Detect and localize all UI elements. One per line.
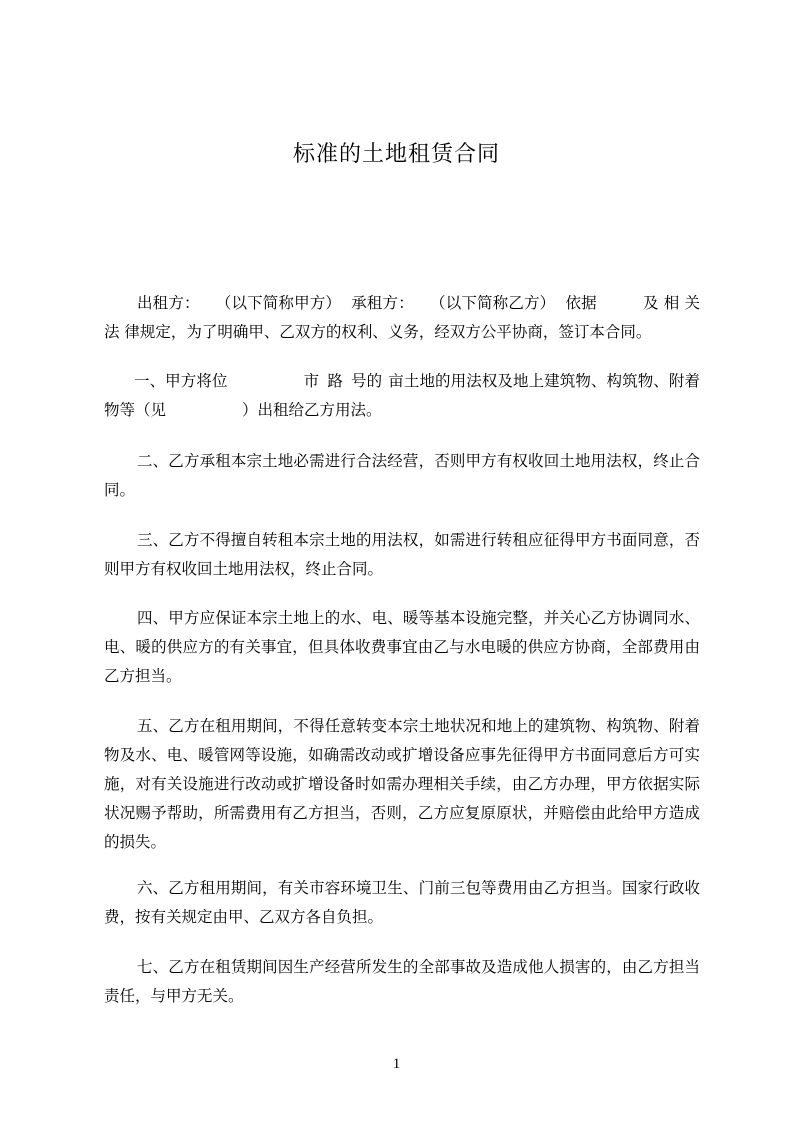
document-title: 标准的土地租赁合同	[292, 142, 500, 167]
lessee-alias: （以下简称乙方）	[429, 294, 556, 312]
clause-7: 七、乙方在租赁期间因生产经营所发生的全部事故及造成他人损害的，由乙方担当责任，与甲方无关。	[104, 958, 700, 1005]
clause-1	[104, 367, 700, 425]
clause-1-road: 路	[327, 372, 343, 390]
clause-5: 五、乙方在租用期间，不得任意转变本宗土地状况和地上的建筑物、构筑物、附着物及水、电、暖管网等设施，如确需改动或扩增设备应事先征得甲方书面同意后方可实施，对有关设施进行改动或扩增设备时如需办理相关手续，由乙方办理，甲方依据实际状况赐予帮助，所需费用有乙方担当，否则，乙方应复原原状，并赔偿由此给甲方造成的损失。	[104, 717, 700, 851]
intro-paragraph	[104, 289, 700, 347]
clause-2: 二、乙方承租本宗土地必需进行合法经营，否则甲方有权收回土地用法权，终止合同。	[104, 452, 700, 499]
lessor-label: 出租方：	[137, 294, 200, 312]
lessor-alias: （以下简称甲方）	[215, 294, 342, 312]
clause-4: 四、甲方应保证本宗土地上的水、电、暖等基本设施完整，并关心乙方协调同水、电、暖的供应方的有关事宜，但具体收费事宜由乙与水电暖的供应方协商，全部费用由乙方担当。	[104, 609, 700, 685]
page-number: 1	[392, 1056, 401, 1072]
basis-prefix: 依据	[565, 294, 597, 312]
clause-3: 三、乙方不得擅自转租本宗土地的用法权，如需进行转租应征得甲方书面同意，否则甲方有权收回土地用法权，终止合同。	[104, 531, 700, 578]
clause-1-suffix: ）出租给乙方用法。	[242, 401, 382, 419]
clause-1-middle: 亩土地的用法权及地上建筑物、构筑物、附着物等（见	[104, 372, 700, 419]
clause-1-number-suffix: 号的	[350, 372, 383, 390]
clause-6: 六、乙方租用期间，有关市容环境卫生、门前三包等费用由乙方担当。国家行政收费，按有关规定由甲、乙双方各自负担。	[104, 879, 700, 926]
lessee-label: 承租方：	[351, 294, 414, 312]
basis-suffix: 及 相 关 法 律规定，为了明确甲、乙双方的权利、义务，经双方公平协商，签订本合同。	[104, 294, 700, 341]
clause-1-prefix: 一、甲方将位	[134, 372, 228, 390]
clause-1-city: 市	[303, 372, 320, 390]
